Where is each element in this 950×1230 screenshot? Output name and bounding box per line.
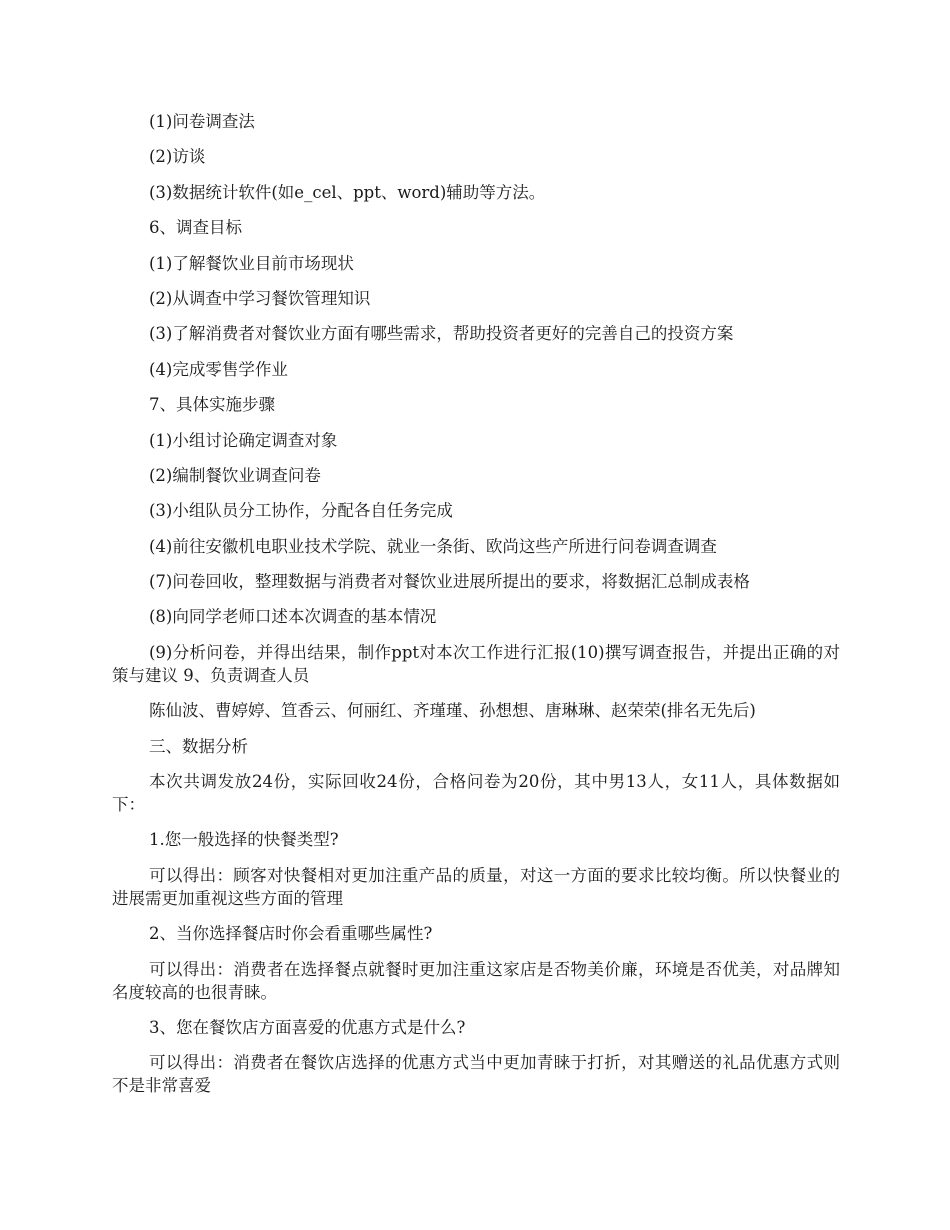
step-item: (3)小组队员分工协作，分配各自任务完成 (149, 501, 453, 521)
section-heading: 7、具体实施步骤 (149, 395, 275, 415)
step-item: (7)问卷回收，整理数据与消费者对餐饮业进展所提出的要求，将数据汇总制成表格 (149, 572, 750, 592)
team-members: 陈仙波、曹婷婷、笪香云、何丽红、齐瑾瑾、孙想想、唐琳琳、赵荣荣(排名无先后) (149, 701, 756, 721)
method-item: (2)访谈 (149, 147, 206, 167)
section-heading: 6、调查目标 (149, 218, 242, 238)
goal-item: (2)从调查中学习餐饮管理知识 (149, 288, 371, 308)
step-item: (2)编制餐饮业调查问卷 (149, 465, 321, 485)
method-item: (3)数据统计软件(如e_cel、ppt、word)辅助等方法。 (149, 182, 546, 202)
body-paragraph: 可以得出：顾客对快餐相对更加注重产品的质量，对这一方面的要求比较均衡。所以快餐业的进展需更加重视这些方面的管理 (112, 865, 840, 908)
body-paragraph: 本次共调发放24份，实际回收24份，合格问卷为20份，其中男13人，女11人，具体数据如下： (112, 772, 840, 815)
body-paragraph: 可以得出：消费者在选择餐点就餐时更加注重这家店是否物美价廉，环境是否优美，对品牌知名度较高的也很青睐。 (112, 959, 840, 1002)
question-heading: 1.您一般选择的快餐类型? (149, 830, 339, 850)
step-item: (1)小组讨论确定调查对象 (149, 430, 338, 450)
question-heading: 2、当你选择餐店时你会看重哪些属性? (149, 924, 433, 944)
step-item: (8)向同学老师口述本次调查的基本情况 (149, 607, 437, 627)
goal-item: (3)了解消费者对餐饮业方面有哪些需求，帮助投资者更好的完善自己的投资方案 (149, 324, 734, 344)
goal-item: (4)完成零售学作业 (149, 359, 288, 379)
goal-item: (1)了解餐饮业目前市场现状 (149, 253, 354, 273)
method-item: (1)问卷调查法 (149, 112, 255, 131)
document-body (112, 110, 840, 1110)
body-paragraph: 可以得出：消费者在餐饮店选择的优惠方式当中更加青睐于打折，对其赠送的礼品优惠方式则不是非常喜爱 (112, 1053, 840, 1096)
step-item: (9)分析问卷，并得出结果，制作ppt对本次工作进行汇报(10)撰写调查报告，并提出正确的对策与建议 9、负责调查人员 (112, 642, 840, 685)
section-heading: 三、数据分析 (149, 736, 248, 756)
question-heading: 3、您在餐饮店方面喜爱的优惠方式是什么? (149, 1017, 466, 1037)
step-item: (4)前往安徽机电职业技术学院、就业一条街、欧尚这些产所进行问卷调查调查 (149, 536, 717, 556)
